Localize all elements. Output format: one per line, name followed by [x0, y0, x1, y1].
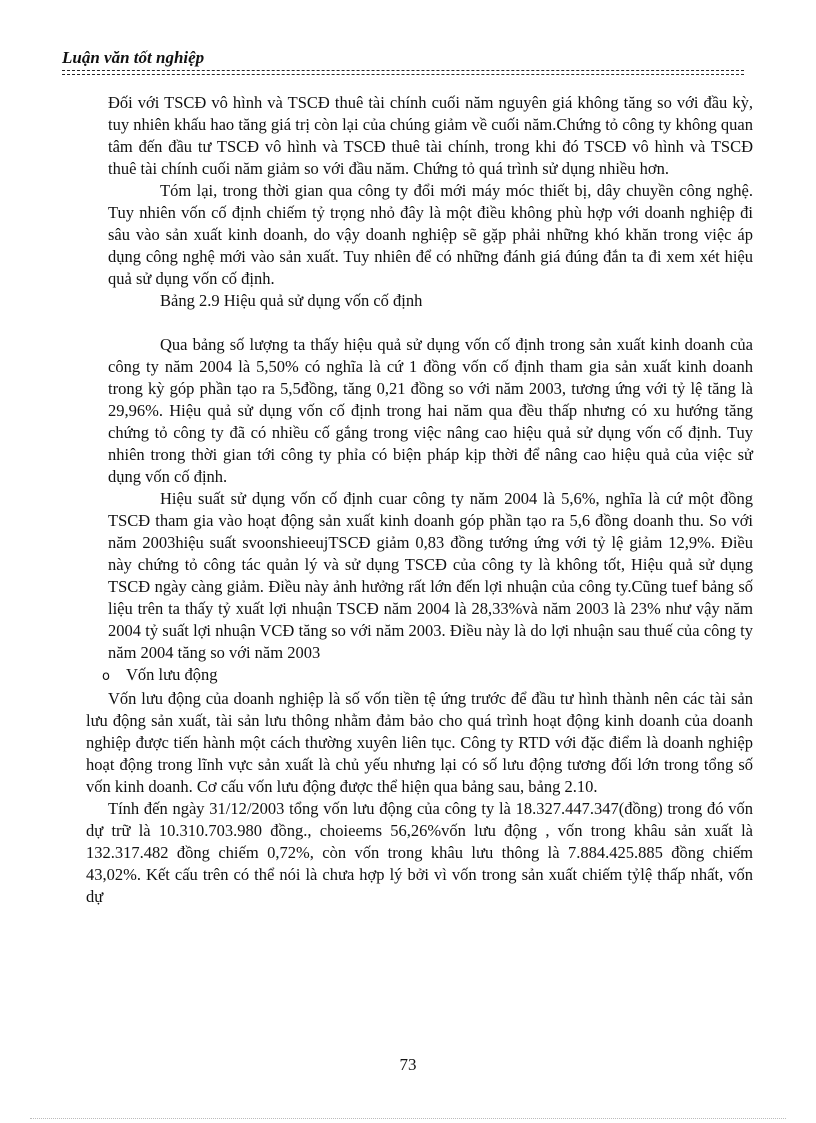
paragraph-hieu-suat: Hiệu suất sử dụng vốn cố định cuar công ty năm 2004 là 5,6%, nghĩa là cứ một đồng TSCĐ tham gia vào hoạt động sản xuất kinh doanh góp phần tạo ra 5,6 đồng doanh thu. So với năm 2003hiệu suất svoonshieeujTSCĐ giảm 0,83 đồng tướng ứng với tỷ lệ giảm 12,9%. Điều này chứng tỏ công tác quản lý và sử dụng TSCĐ của công ty là không tốt, Hiệu quả sử dụng TSCĐ ngày càng giảm. Điều này ảnh hưởng rất lớn đến lợi nhuận của công ty.Cũng tuef bảng số liệu trên ta thấy tỷ xuất lợi nhuận TSCĐ năm 2004 là 28,33%và năm 2003 là 23% như vậy năm 2004 tỷ suất lợi nhuận VCĐ tăng so với năm 2003. Điều này là do lợi nhuận sau thuế của công ty năm 2004 tăng so với năm 2003: [108, 489, 753, 662]
section-heading-text: Vốn lưu động: [126, 665, 218, 684]
section-heading-von-luu-dong: [102, 664, 753, 688]
bullet-circle-icon: o: [102, 669, 110, 684]
header-title: Luận văn tốt nghiệp: [62, 48, 205, 67]
page-number: 73: [399, 1055, 417, 1074]
paragraph-tom-lai: Tóm lại, trong thời gian qua công ty đổi mới máy móc thiết bị, dây chuyền công nghệ. Tuy nhiên vốn cố định chiếm tỷ trọng nhỏ đây là một điều không phù hợp với doanh nghiệp đi sâu vào sản xuất kinh doanh, do vậy doanh nghiệp sẽ gặp phải những khó khăn trong việc áp dụng công nghệ mới vào sản xuất. Tuy nhiên để có những đánh giá đúng đắn ta đi xem xét hiệu quả sử dụng vốn cố định.: [108, 181, 753, 288]
paragraph-hieu-qua: Qua bảng số lượng ta thấy hiệu quả sử dụng vốn cố định trong sản xuất kinh doanh của công ty năm 2004 là 5,50% có nghĩa là cứ 1 đồng vốn cố định tham gia sản xuất kinh doanh trong kỳ góp phần tạo ra 5,5đồng, tăng 0,21 đồng so với năm 2003, tương ứng với tỷ lệ tăng là 29,96%. Hiệu quả sử dụng vốn cố định trong hai năm qua đều thấp nhưng có xu hướng tăng chứng tỏ công ty đã có nhiều cố gắng trong việc nâng cao hiệu quả sử dụng vốn cố định. Tuy nhiên trong thời gian tới công ty phỉa có biện pháp kịp thời để nâng cao hiệu quả của việc sử dụng vốn cố định.: [108, 335, 753, 486]
paragraph-tinh-den-ngay: Tính đến ngày 31/12/2003 tổng vốn lưu động của công ty là 18.327.447.347(đồng) trong đó vốn dự trữ là 10.310.703.980 đồng., choieems 56,26%vốn lưu động , vốn trong khâu sản xuất là 132.317.482 đồng chiếm 0,72%, còn vốn trong khâu lưu thông là 7.884.425.885 đồng chiếm 43,02%. Kết cấu trên có thể nói là chưa hợp lý bởi vì vốn trong sản xuất chiếm tỷlệ thấp nhất, vốn dự: [86, 799, 753, 906]
header-rule: [62, 70, 744, 75]
table-placeholder-gap: [108, 312, 753, 334]
paragraph-von-luu-dong: Vốn lưu động của doanh nghiệp là số vốn tiền tệ ứng trước để đầu tư hình thành nên các tài sản lưu động sản xuất, tài sản lưu thông nhằm đảm bảo cho quá trình hoạt động kinh doanh của doanh nghiệp được tiến hành một cách thường xuyên liên tục. Công ty RTD với đặc điểm là doanh nghiệp hoạt động trong lĩnh vực sản xuất là chủ yếu nhưng lại có số lưu động tương đối lớn trong tổng số vốn kinh doanh. Cơ cấu vốn lưu động được thể hiện qua bảng sau, bảng 2.10.: [86, 689, 753, 796]
document-body: [86, 92, 753, 908]
paragraph-tscd-vo-hinh: Đối với TSCĐ vô hình và TSCĐ thuê tài chính cuối năm nguyên giá không tăng so với đầu kỳ, tuy nhiên khấu hao tăng giá trị còn lại của chúng giảm về cuối năm.Chứng tỏ công ty không quan tâm đến đầu tư TSCĐ vô hình và TSCĐ thuê tài chính, trong khi đó TSCĐ vô hình và TSCĐ thuê tài chính cuối năm giảm so với đầu năm. Chứng tỏ quá trình sử dụng nhiều hơn.: [108, 93, 753, 178]
table-caption: Bảng 2.9 Hiệu quả sử dụng vốn cố định: [160, 291, 423, 310]
footer-rule: [30, 1118, 786, 1119]
